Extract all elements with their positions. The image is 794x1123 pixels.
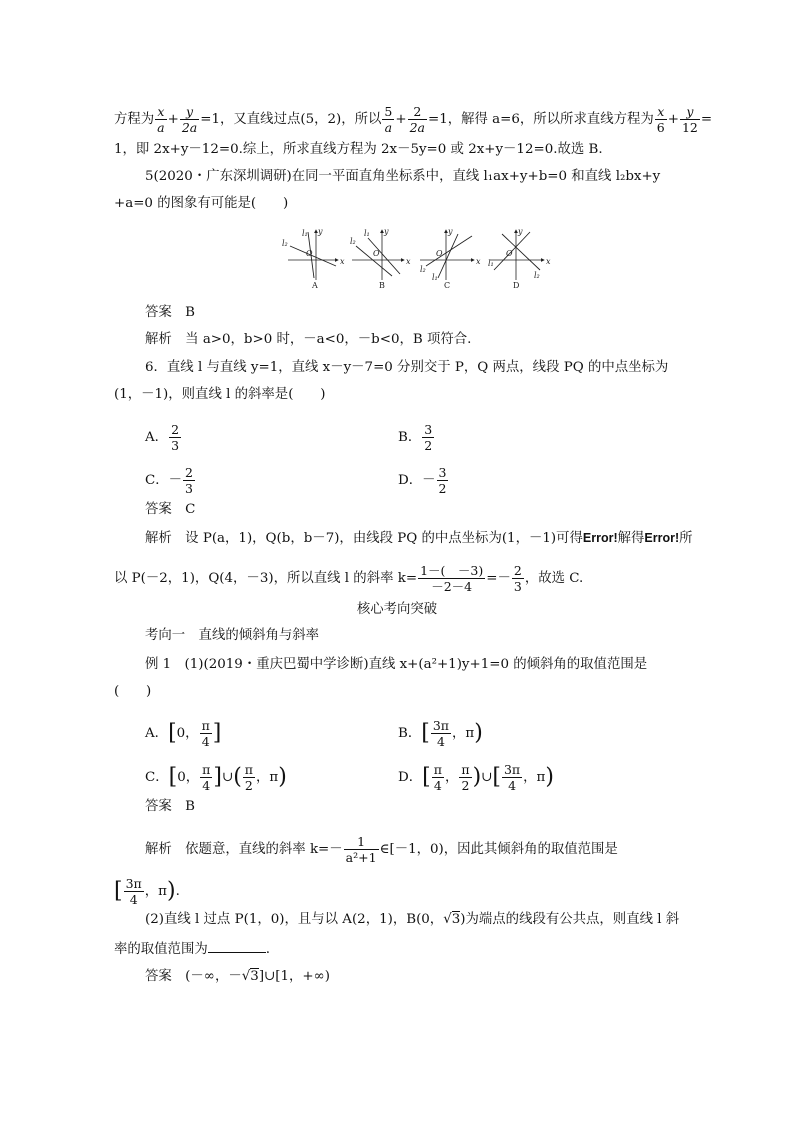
figure-label-c: C bbox=[444, 281, 451, 290]
q6-analysis-line2: 以 P(－2，1)，Q(4，－3)，所以直线 l 的斜率 k= $\frac{1-( -3)}{-2-4}$ =－ $\frac{2}{3}$ ，故选 C. bbox=[114, 563, 584, 594]
ex1-stem-line2: ( ) bbox=[114, 684, 152, 699]
svg-text:l₁: l₁ bbox=[364, 229, 370, 238]
section-title: 核心考向突破 bbox=[356, 602, 438, 617]
ex1-part2-line1: (2)直线 l 过点 P(1，0)，且与以 A(2，1)，B(0，√3)为端点的线段有公共点，则直线 l 斜 bbox=[145, 912, 680, 927]
svg-text:x: x bbox=[406, 257, 411, 266]
svg-text:l₁: l₁ bbox=[432, 273, 438, 282]
q6-answer: 答案 C bbox=[145, 502, 196, 517]
figure-d bbox=[488, 227, 551, 290]
ex1-option-b: B．[ $\frac{3\pi}{4}$ ，π) bbox=[398, 718, 483, 749]
q5-stem-line1: 5(2020・广东深圳调研)在同一平面直角坐标系中，直线 l₁ax+y+b=0 和直线 l₂bx+y bbox=[145, 169, 661, 184]
q5-figures bbox=[280, 226, 550, 292]
figure-label-b: B bbox=[379, 281, 385, 290]
q6-option-d: D．－ $\frac{3}{2}$ bbox=[398, 465, 447, 496]
q6-option-a: A． $\frac{2}{3}$ bbox=[145, 422, 180, 453]
svg-text:x: x bbox=[476, 257, 481, 266]
svg-text:l₂: l₂ bbox=[420, 265, 426, 274]
svg-text:l₂: l₂ bbox=[350, 237, 356, 246]
ex1-analysis-line2: [ $\frac{3\pi}{4}$ ，π). bbox=[114, 876, 180, 907]
q6-option-b: B． $\frac{3}{2}$ bbox=[398, 422, 433, 453]
svg-text:y: y bbox=[448, 227, 453, 236]
ex1-part2-answer: 答案 (－∞，－√3]∪[1，+∞) bbox=[145, 969, 330, 984]
ex1-stem-line1: 例 1 (1)(2019・重庆巴蜀中学诊断)直线 x+(a²+1)y+1=0 的倾斜角的取值范围是 bbox=[145, 657, 648, 672]
figure-label-d: D bbox=[513, 281, 520, 290]
svg-text:y: y bbox=[384, 227, 389, 236]
answer-blank bbox=[208, 938, 266, 953]
text-line-2: 1，即 2x+y－12=0.综上，所求直线方程为 2x－5y=0 或 2x+y－12=0.故选 B. bbox=[114, 142, 603, 157]
ex1-part2-line2: 率的取值范围为 . bbox=[114, 938, 270, 960]
q5-analysis: 解析 当 a>0，b>0 时，－a<0，－b<0，B 项符合. bbox=[145, 332, 472, 347]
q5-answer: 答案 B bbox=[145, 305, 196, 320]
figure-a bbox=[282, 227, 345, 290]
svg-text:O: O bbox=[506, 249, 513, 258]
topic-heading: 考向一 直线的倾斜角与斜率 bbox=[145, 628, 320, 643]
fraction: $\frac{5}{a}$ bbox=[384, 104, 393, 135]
svg-text:l₁: l₁ bbox=[302, 229, 308, 238]
svg-text:O: O bbox=[373, 249, 380, 258]
q6-analysis-line1: 解析 设 P(a，1)，Q(b，b－7)，由线段 PQ 的中点坐标为(1，－1)可得Error!解得Error!所 bbox=[145, 531, 693, 546]
svg-text:l₂: l₂ bbox=[282, 239, 288, 248]
ex1-option-a: A．[0， $\frac{\pi}{4}$ ] bbox=[145, 718, 222, 749]
figure-label-a: A bbox=[312, 281, 318, 290]
fraction: $\frac{2}{2a}$ bbox=[409, 104, 425, 135]
text-line-1: 方程为 $\frac{x}{a}$ + $\frac{y}{2a}$ =1，又直线过点(5，2)，所以 $\frac{5}{a}$ + $\frac{2}{2a}$ =1，解得 a=6，所以所求直线方程为 $\frac{x}{6}$ + $\frac{y}{12}$ = bbox=[114, 104, 713, 135]
fraction: $\frac{x}{a}$ bbox=[157, 104, 165, 135]
svg-text:O: O bbox=[306, 249, 313, 258]
q6-option-c: C．－ $\frac{2}{3}$ bbox=[145, 465, 193, 496]
svg-text:l₂: l₂ bbox=[534, 271, 540, 280]
svg-text:O: O bbox=[436, 249, 443, 258]
figure-c bbox=[420, 227, 481, 290]
svg-text:x: x bbox=[546, 257, 551, 266]
fraction: $\frac{y}{2a}$ bbox=[181, 104, 198, 135]
svg-text:y: y bbox=[318, 227, 323, 236]
ex1-option-d: D．[ $\frac{\pi}{4}$ ， $\frac{\pi}{2}$ )∪[ $\frac{3\pi}{4}$ ，π) bbox=[398, 762, 554, 793]
svg-text:y: y bbox=[518, 227, 523, 236]
q6-stem-line2: (1，－1)，则直线 l 的斜率是( ) bbox=[114, 387, 326, 402]
ex1-answer: 答案 B bbox=[145, 799, 196, 814]
fraction: $\frac{y}{12}$ bbox=[681, 104, 698, 135]
ex1-option-c: C．[0， $\frac{\pi}{4}$ ]∪( $\frac{\pi}{2}$ ，π) bbox=[145, 762, 287, 793]
fraction: $\frac{x}{6}$ bbox=[656, 104, 665, 135]
q6-stem-line1: 6．直线 l 与直线 y=1，直线 x－y－7=0 分别交于 P，Q 两点，线段 PQ 的中点坐标为 bbox=[145, 360, 669, 375]
ex1-analysis-line1: 解析 依题意，直线的斜率 k=－ $\frac{1}{\text{a²+1}}$ ∈[－1，0)，因此其倾斜角的取值范围是 bbox=[145, 834, 618, 865]
figure-b bbox=[350, 227, 411, 290]
svg-text:x: x bbox=[340, 257, 345, 266]
q5-stem-line2: +a=0 的图象有可能是( ) bbox=[114, 196, 289, 211]
svg-text:l₁: l₁ bbox=[488, 259, 494, 268]
